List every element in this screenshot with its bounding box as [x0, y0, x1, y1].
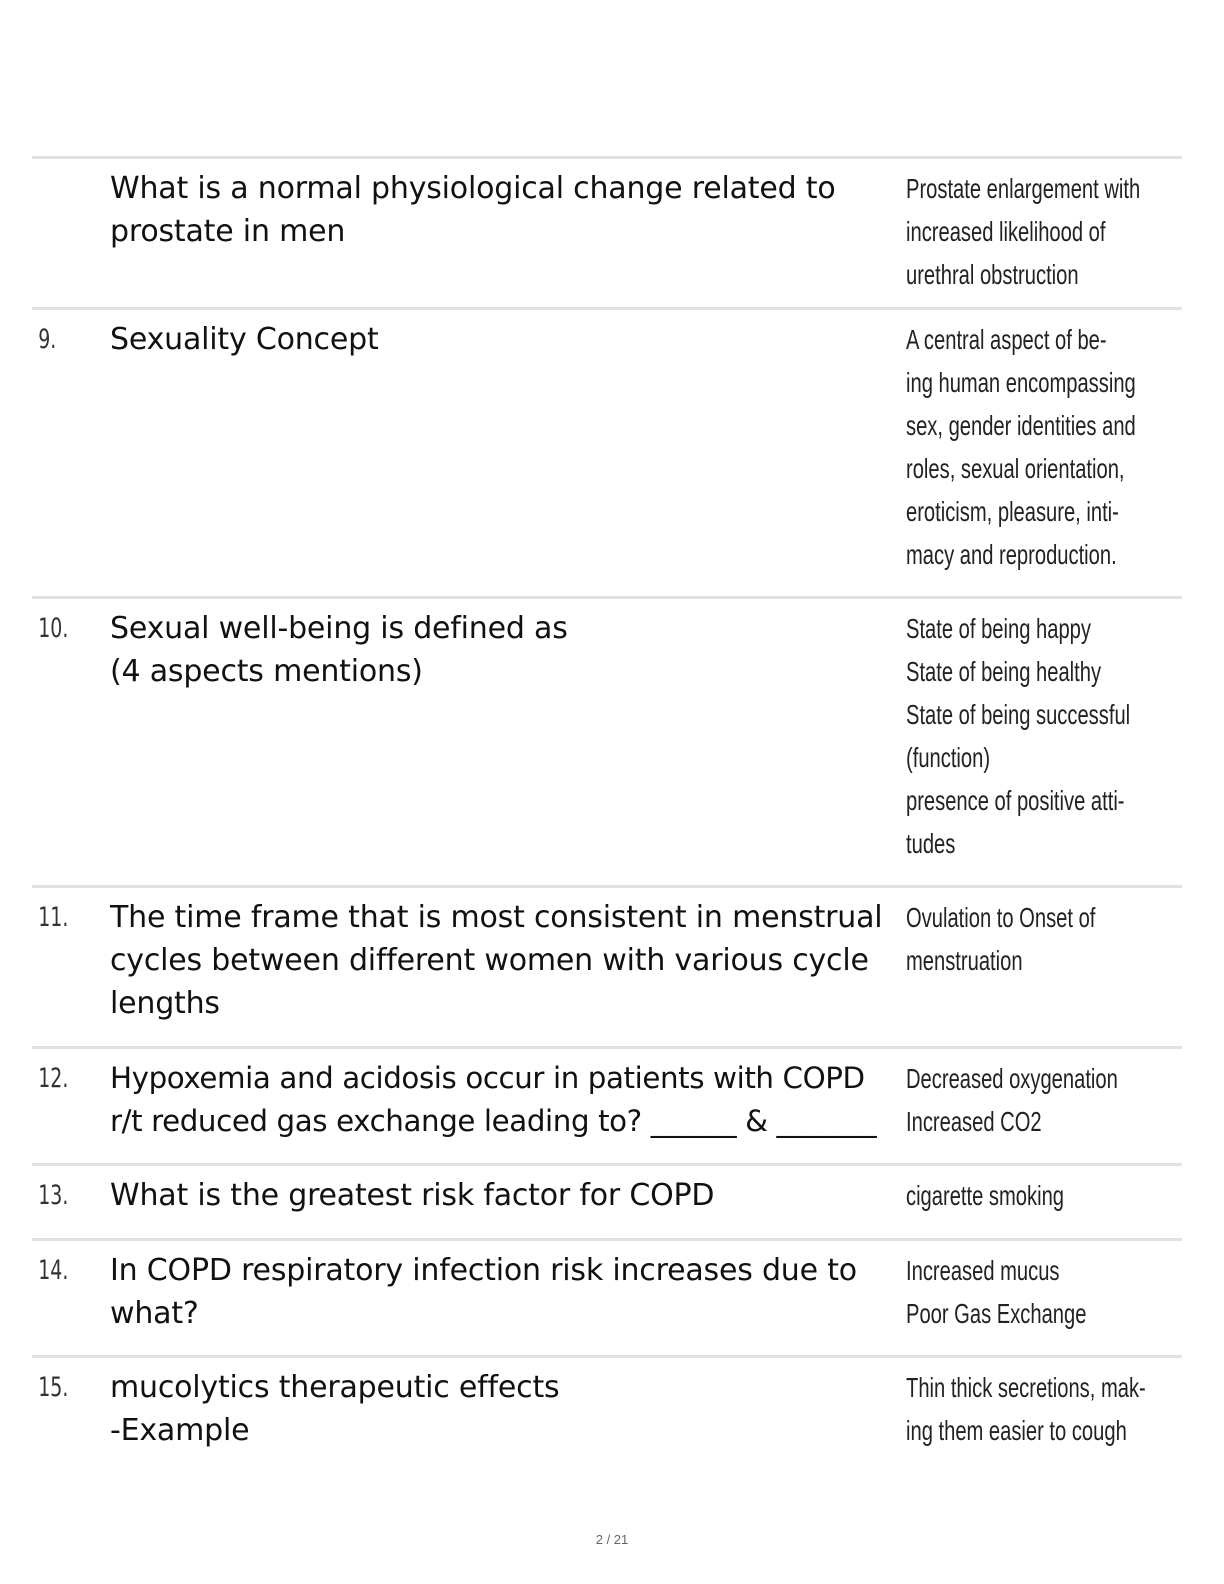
card-term: Sexual well-being is defined as (4 aspects mentions)	[110, 611, 568, 689]
card-definition	[906, 1366, 1182, 1465]
flashcard-row	[32, 1163, 1182, 1238]
card-definition-text: cigarette smoking	[906, 1180, 1064, 1211]
card-definition	[906, 318, 1182, 596]
flashcard-list	[32, 156, 1182, 1465]
card-definition	[906, 1057, 1182, 1163]
flashcard-row	[32, 307, 1182, 596]
card-number: 14.	[38, 1255, 69, 1286]
card-term: The time frame that is most consistent in menstrual cycles between different women with various cycle lengths	[110, 900, 883, 1021]
card-number: 11.	[38, 902, 69, 933]
flashcard-row	[32, 156, 1182, 307]
flashcard-row	[32, 596, 1182, 885]
card-definition-text: Thin thick secretions, mak- ing them easier to cough	[906, 1372, 1146, 1446]
card-number: 10.	[38, 613, 69, 644]
card-term: What is a normal physiological change related to prostate in men	[110, 171, 836, 249]
flashcard-row	[32, 1355, 1182, 1465]
card-definition-text: State of being happy State of being healthy State of being successful (function) presence of positive atti- tudes	[906, 613, 1131, 859]
card-definition-text: Increased mucus Poor Gas Exchange	[906, 1255, 1087, 1329]
flashcard-row	[32, 1238, 1182, 1355]
card-term: In COPD respiratory infection risk increases due to what?	[110, 1253, 857, 1331]
card-definition	[906, 1174, 1182, 1238]
card-definition-text: A central aspect of be- ing human encompassing sex, gender identities and roles, sexual orientation, eroticism, pleasure, inti- macy and reproduction.	[906, 324, 1136, 570]
card-definition	[906, 896, 1182, 1046]
card-definition-text: Ovulation to Onset of menstruation	[906, 902, 1096, 976]
card-term: What is the greatest risk factor for COPD	[110, 1178, 715, 1213]
card-definition-text: Prostate enlargement with increased likelihood of urethral obstruction	[906, 173, 1141, 290]
card-term: Hypoxemia and acidosis occur in patients with COPD r/t reduced gas exchange leading to? ______ & _______	[110, 1061, 877, 1138]
page-indicator: 2 / 21	[595, 1532, 629, 1547]
card-definition	[906, 167, 1182, 307]
card-number: 9.	[38, 324, 57, 355]
card-number: 13.	[38, 1180, 69, 1211]
card-number	[32, 167, 93, 307]
card-number: 15.	[38, 1372, 69, 1403]
card-definition-text: Decreased oxygenation Increased CO2	[906, 1063, 1118, 1137]
card-number: 12.	[38, 1063, 69, 1094]
flashcard-row	[32, 885, 1182, 1046]
card-definition	[906, 1249, 1182, 1355]
card-definition	[906, 607, 1182, 885]
card-term: Sexuality Concept	[110, 322, 379, 357]
flashcard-row	[32, 1046, 1182, 1163]
card-term: mucolytics therapeutic effects -Example	[110, 1370, 560, 1448]
